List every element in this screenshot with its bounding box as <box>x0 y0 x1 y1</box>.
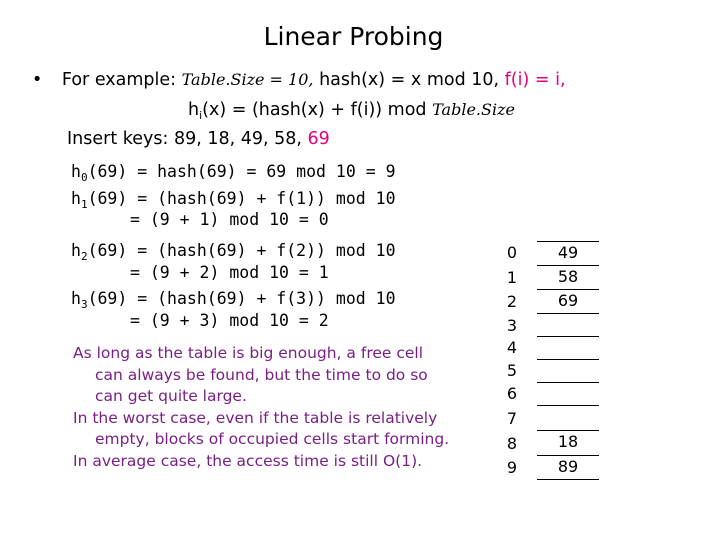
table-cell <box>537 314 599 337</box>
table-index: 2 <box>506 292 518 311</box>
table-cell <box>537 406 599 429</box>
table-index: 4 <box>506 338 518 357</box>
table-index: 3 <box>506 316 518 335</box>
bullet-line <box>32 70 566 90</box>
step-h1: $h_1(69)$ = (hash(69) + f(1)) mod 10 <box>71 189 396 211</box>
table-cell: 89 <box>557 457 579 476</box>
note-block: As long as the table is big enough, a free cell can always be found, but the time to do so can get quite large. In the worst case, even if the table is relatively empty, blocks of occupied cells start forming. In average case, the access time is still O(1). <box>73 344 450 470</box>
probe-function-definition: f(i) = i, <box>504 70 566 90</box>
table-cell: 58 <box>557 267 579 286</box>
step-h3-cont: = (9 + 3) mod 10 = 2 <box>130 311 329 330</box>
bullet-marker: • <box>32 70 43 90</box>
table-index: 0 <box>506 243 518 262</box>
step-h2: $h_2(69)$ = (hash(69) + f(2)) mod 10 <box>71 241 396 263</box>
bullet-prefix: For example: <box>61 70 182 90</box>
table-cell: 49 <box>557 243 579 262</box>
table-index: 5 <box>506 361 518 380</box>
slide-title: Linear Probing <box>263 22 444 51</box>
step-h2-cont: = (9 + 2) mod 10 = 1 <box>130 263 329 282</box>
table-index: 8 <box>506 434 518 453</box>
highlight-key: 69 <box>307 129 330 149</box>
table-divider <box>537 479 599 480</box>
table-cell <box>537 383 599 406</box>
probe-formula: $h_i(x)$ = (hash(x) + f(i)) mod Table.Size <box>188 100 515 122</box>
table-index: 7 <box>506 409 518 428</box>
step-h1-cont: = (9 + 1) mod 10 = 0 <box>130 210 329 229</box>
table-size-label: Table.Size = 10, <box>181 70 314 89</box>
table-cell: 69 <box>557 291 579 310</box>
insert-keys: Insert keys: 89, 18, 49, 58, 69 <box>67 129 330 149</box>
table-index: 1 <box>506 268 518 287</box>
table-cell <box>537 337 599 360</box>
hash-definition: hash(x) = x mod 10, <box>319 70 505 90</box>
table-cell: 18 <box>557 432 579 451</box>
step-h0: $h_0(69)$ = hash(69) = 69 mod 10 = 9 <box>71 162 396 184</box>
table-cell <box>537 360 599 383</box>
table-index: 6 <box>506 384 518 403</box>
step-h3: $h_3(69)$ = (hash(69) + f(3)) mod 10 <box>71 289 396 311</box>
table-index: 9 <box>506 458 518 477</box>
